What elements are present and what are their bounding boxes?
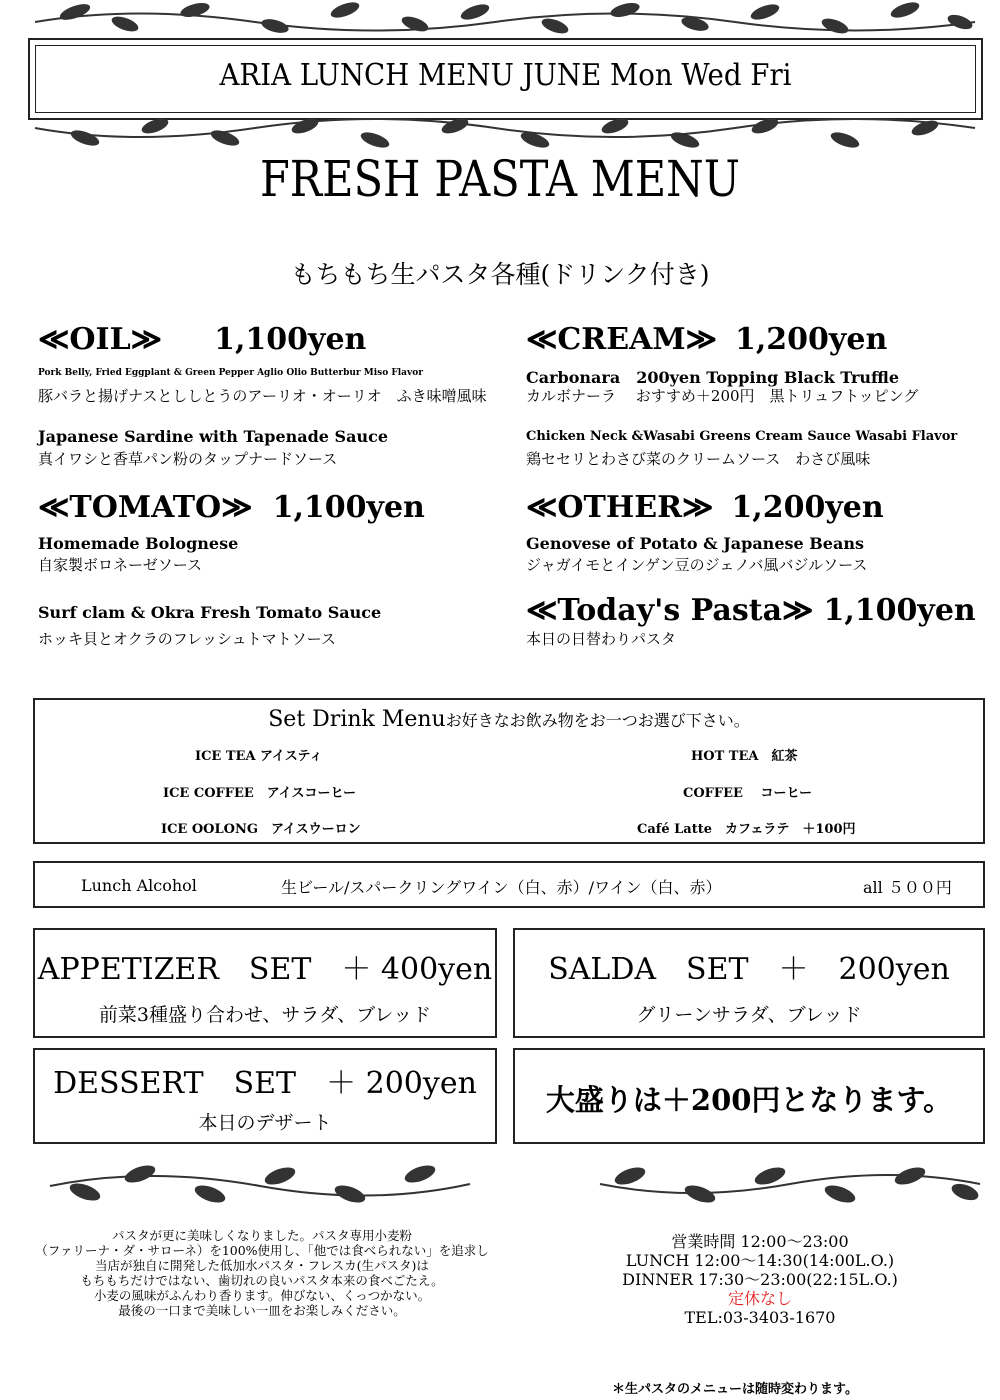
large-portion-note: 大盛りは＋200円となります。 xyxy=(545,1083,953,1117)
category-oil-heading: ≪OIL≫ 1,100yen xyxy=(38,322,367,357)
page-subtitle: もちもち生パスタ各種(ドリンク付き) xyxy=(290,260,710,289)
vine-ornament-under-header xyxy=(15,118,990,150)
business-hours: 営業時間 12:00～23:00 LUNCH 12:00～14:30(14:00L.O.) DINNER 17:30～23:00(22:15L.O.) 定休なし TEL:03-3403-1670 xyxy=(560,1232,960,1327)
vine-ornament-top xyxy=(15,0,990,36)
drink-option: ICE TEA アイスティ xyxy=(195,749,323,764)
category-tomato-price: 1,100yen xyxy=(272,490,425,525)
menu-item-jp: 鶏セセリとわさび菜のクリームソース わさび風味 xyxy=(526,450,871,468)
pasta-description: パスタが更に美味しくなりました。パスタ専用小麦粉 （ファリーナ・ダ・サローネ）を100%使用し、「他では食べられない」を追求し 当店が独自に開発した低加水パスタ・フレスカ(生パスタ)は もちもちだけではない、歯切れの良いパスタ本来の食べごたえ。 小麦の風味がふんわり香ります。伸びない、くっつかない。 最後の一口まで美味しい一皿をお楽しみください。 xyxy=(35,1228,489,1318)
category-tomato-heading: ≪TOMATO≫ 1,100yen xyxy=(38,490,425,525)
drink-option: HOT TEA 紅茶 xyxy=(691,749,798,764)
category-cream-heading: ≪CREAM≫ 1,200yen xyxy=(526,322,888,357)
closed-days: 定休なし xyxy=(727,1289,792,1308)
menu-item-en: Surf clam & Okra Fresh Tomato Sauce xyxy=(38,603,382,622)
lunch-alcohol-box xyxy=(33,861,985,908)
drink-option: ICE OOLONG アイスウーロン xyxy=(161,822,361,837)
salad-set-title: SALDA SET ＋ 200yen xyxy=(548,952,950,987)
appetizer-set-desc: 前菜3種盛り合わせ、サラダ、ブレッド xyxy=(98,1004,432,1026)
menu-item-en: Homemade Bolognese xyxy=(38,534,239,553)
dessert-set-title: DESSERT SET ＋ 200yen xyxy=(53,1066,477,1101)
menu-item-jp: 本日の日替わりパスタ xyxy=(526,630,677,648)
set-drink-title: Set Drink Menuお好きなお飲み物をお一つお選び下さい。 xyxy=(268,707,750,732)
salad-set-desc: グリーンサラダ、ブレッド xyxy=(636,1004,862,1026)
drink-option: COFFEE コーヒー xyxy=(683,786,812,801)
appetizer-set-title: APPETIZER SET ＋ 400yen xyxy=(37,952,493,987)
appetizer-set-box xyxy=(33,928,497,1038)
large-portion-box xyxy=(513,1048,985,1144)
vine-ornament-bottom-right xyxy=(590,1162,990,1206)
vine-ornament-bottom-left xyxy=(40,1162,480,1206)
menu-item-en: Genovese of Potato & Japanese Beans xyxy=(526,534,864,553)
menu-item-en: Chicken Neck &Wasabi Greens Cream Sauce Wasabi Flavor xyxy=(526,429,958,444)
category-today-price: 1,100yen xyxy=(823,593,976,628)
telephone: TEL:03-3403-1670 xyxy=(684,1308,836,1327)
drink-option: ICE COFFEE アイスコーヒー xyxy=(163,786,356,801)
category-other-heading: ≪OTHER≫ 1,200yen xyxy=(526,490,884,525)
category-oil-price: 1,100yen xyxy=(214,322,367,357)
dessert-set-box xyxy=(33,1048,497,1144)
salad-set-box xyxy=(513,928,985,1038)
footer-note: ＊生パスタのメニューは随時変わります。 xyxy=(612,1382,858,1397)
set-drink-box xyxy=(33,698,985,844)
alcohol-items: 生ビール/スパークリングワイン（白、赤）/ワイン（白、赤） xyxy=(281,878,722,897)
menu-item-jp: ジャガイモとインゲン豆のジェノバ風バジルソース xyxy=(526,556,868,574)
menu-item-en: Japanese Sardine with Tapenade Sauce xyxy=(38,427,389,446)
menu-item-jp: ホッキ貝とオクラのフレッシュトマトソース xyxy=(38,630,336,648)
dessert-set-desc: 本日のデザート xyxy=(198,1112,332,1134)
menu-item-jp: カルボナーラ おすすめ＋200円 黒トリュフトッピング xyxy=(526,387,919,405)
header-frame xyxy=(28,38,983,120)
menu-item-en: Pork Belly, Fried Eggplant & Green Pepper Aglio Olio Butterbur Miso Flavor xyxy=(38,368,423,378)
category-other-price: 1,200yen xyxy=(731,490,884,525)
page-title: FRESH PASTA MENU xyxy=(259,150,741,208)
menu-item-jp: 自家製ボロネーゼソース xyxy=(38,556,202,574)
menu-item-jp: 真イワシと香草パン粉のタップナードソース xyxy=(38,450,338,468)
menu-item-jp: 豚バラと揚げナスとししとうのアーリオ・オーリオ ふき味噌風味 xyxy=(38,387,487,405)
alcohol-label: Lunch Alcohol xyxy=(81,876,197,895)
header-title: ARIA LUNCH MENU JUNE Mon Wed Fri xyxy=(219,58,792,93)
alcohol-price: all ５００円 xyxy=(863,878,952,897)
menu-item-en: Carbonara 200yen Topping Black Truffle xyxy=(526,368,900,387)
category-cream-price: 1,200yen xyxy=(734,322,888,357)
category-today-heading: ≪Today's Pasta≫ 1,100yen xyxy=(526,593,976,628)
drink-option: Café Latte カフェラテ ＋100円 xyxy=(637,822,856,837)
